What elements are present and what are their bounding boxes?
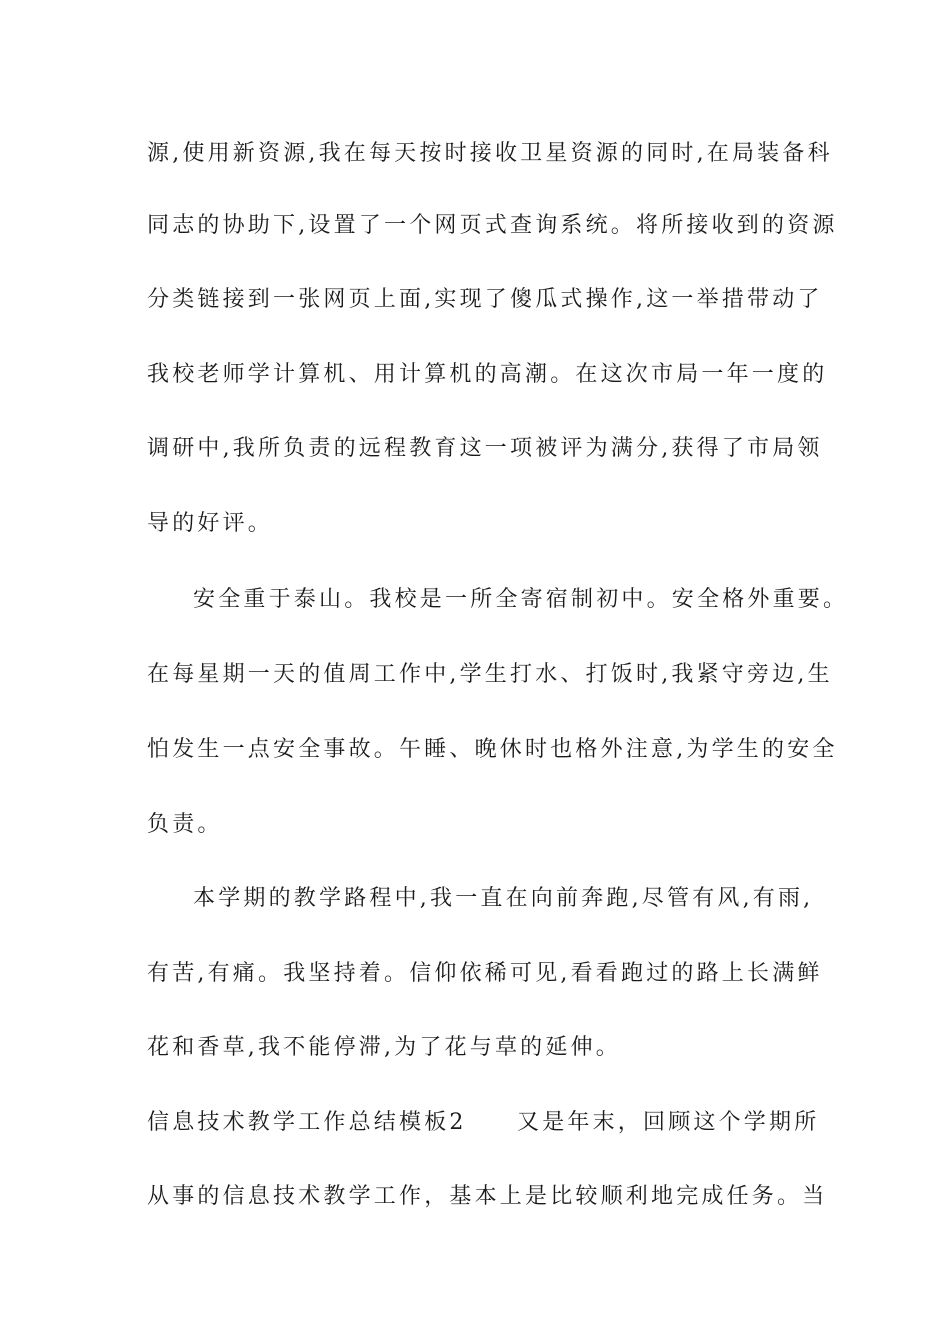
text-line: 在每星期一天的值周工作中,学生打水、打饭时,我紧守旁边,生 <box>147 662 833 687</box>
text-line: 有苦,有痛。我坚持着。信仰依稀可见,看看跑过的路上长满鲜 <box>147 961 823 986</box>
text-line: 导的好评。 <box>147 511 274 536</box>
text-line: 分类链接到一张网页上面,实现了傻瓜式操作,这一举措带动了 <box>147 287 823 312</box>
text-line: 从事的信息技术教学工作，基本上是比较顺利地完成任务。当 <box>147 1184 828 1209</box>
text-line: 同志的协助下,设置了一个网页式查询系统。将所接收到的资源 <box>147 213 838 238</box>
text-line: 花和香草,我不能停滞,为了花与草的延伸。 <box>147 1035 621 1060</box>
text-line: 信息技术教学工作总结模板2 又是年末，回顾这个学期所 <box>147 1110 820 1135</box>
text-line: 负责。 <box>147 812 223 837</box>
text-line: 本学期的教学路程中,我一直在向前奔跑,尽管有风,有雨, <box>193 886 814 911</box>
text-line: 安全重于泰山。我校是一所全寄宿制初中。安全格外重要。 <box>193 587 849 612</box>
text-line: 调研中,我所负责的远程教育这一项被评为满分,获得了市局领 <box>147 436 823 461</box>
text-line: 源,使用新资源,我在每天按时接收卫星资源的同时,在局装备科 <box>147 141 833 166</box>
text-line: 我校老师学计算机、用计算机的高潮。在这次市局一年一度的 <box>147 362 828 387</box>
text-line: 怕发生一点安全事故。午睡、晚休时也格外注意,为学生的安全 <box>147 737 838 762</box>
